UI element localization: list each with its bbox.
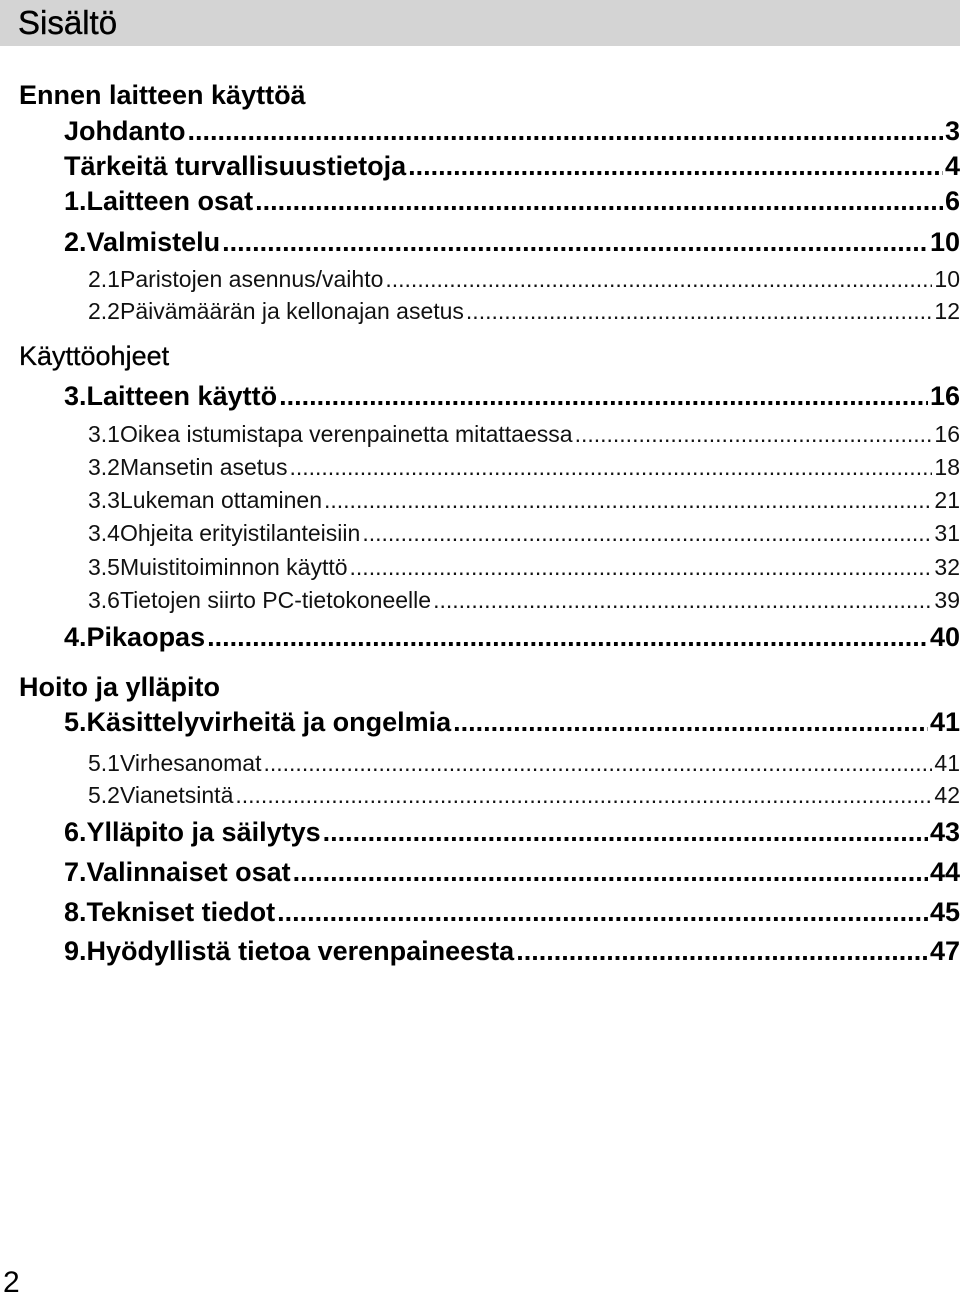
toc-entry-page: 41: [934, 750, 960, 776]
toc-entry-5-1[interactable]: [88, 750, 960, 777]
toc-entry-number: 3.5: [88, 554, 120, 580]
toc-entry-johdanto[interactable]: [64, 116, 960, 147]
toc-entry-page: 32: [934, 554, 960, 580]
toc-entry-title: Laitteen osat: [86, 186, 254, 216]
leader-dots: [350, 554, 933, 581]
toc-entry-page: 10: [929, 227, 960, 257]
page-number: 2: [3, 1266, 20, 1299]
toc-entry-page: 40: [929, 622, 960, 652]
toc-entry-number: 3.: [64, 381, 87, 411]
toc-entry-number: 5.: [64, 707, 87, 737]
toc-entry-3-4[interactable]: [88, 520, 960, 547]
toc-entry-page: 47: [929, 936, 960, 966]
toc-entry-number: 5.2: [88, 782, 120, 808]
toc-entry-page: 4: [944, 151, 960, 181]
toc-entry-title: Tärkeitä turvallisuustietoja: [64, 151, 407, 181]
toc-entry-page: 39: [934, 587, 960, 613]
toc-entry-3[interactable]: [64, 381, 960, 412]
leader-dots: [289, 454, 932, 481]
toc-entry-page: 42: [934, 782, 960, 808]
leader-dots: [433, 587, 932, 614]
toc-entry-title: Tekniset tiedot: [86, 897, 276, 927]
toc-entry-title: Vianetsintä: [119, 782, 234, 808]
toc-entry-number: 2.1: [88, 266, 120, 292]
toc-entry-title: Ylläpito ja säilytys: [86, 817, 321, 847]
toc-entry-page: 6: [944, 186, 960, 216]
leader-dots: [466, 298, 932, 325]
toc-entry-page: 16: [929, 381, 960, 411]
toc-entry-2-1[interactable]: [88, 266, 960, 293]
toc-entry-title: Paristojen asennus/vaihto: [119, 266, 384, 292]
toc-entry-title: Päivämäärän ja kellonajan asetus: [119, 298, 464, 324]
leader-dots: [385, 266, 932, 293]
toc-entry-9[interactable]: [64, 936, 960, 967]
toc-entry-page: 21: [934, 487, 960, 513]
toc-entry-page: 41: [929, 707, 960, 737]
toc-entry-number: 5.1: [88, 750, 120, 776]
toc-entry-title: Lukeman ottaminen: [119, 487, 322, 513]
toc-entry-number: 3.4: [88, 520, 120, 546]
toc-entry-number: 1.: [64, 186, 87, 216]
leader-dots: [453, 707, 928, 738]
leader-dots: [324, 487, 932, 514]
toc-entry-title: Laitteen käyttö: [86, 381, 278, 411]
toc-entry-title: Virhesanomat: [119, 750, 262, 776]
leader-dots: [235, 782, 932, 809]
toc-entry-title: Käsittelyvirheitä ja ongelmia: [86, 707, 452, 737]
toc-entry-title: Hyödyllistä tietoa verenpaineesta: [86, 936, 515, 966]
toc-entry-4[interactable]: [64, 622, 960, 653]
toc-entry-number: 3.3: [88, 487, 120, 513]
toc-entry-2[interactable]: [64, 227, 960, 258]
leader-dots: [516, 936, 928, 967]
leader-dots: [188, 116, 943, 147]
toc-entry-page: 18: [934, 454, 960, 480]
toc-entry-title: Valmistelu: [86, 227, 221, 257]
leader-dots: [323, 817, 928, 848]
toc-entry-3-2[interactable]: [88, 454, 960, 481]
leader-dots: [222, 227, 928, 258]
toc-entry-number: 3.1: [88, 421, 120, 447]
toc-entry-page: 44: [929, 857, 960, 887]
leader-dots: [207, 622, 928, 653]
toc-entry-1[interactable]: [64, 186, 960, 217]
leader-dots: [279, 381, 928, 412]
toc-entry-number: 6.: [64, 817, 87, 847]
leader-dots: [408, 151, 943, 182]
section-heading-before-use: Ennen laitteen käyttöä: [19, 80, 306, 110]
toc-entry-number: 9.: [64, 936, 87, 966]
leader-dots: [255, 186, 943, 217]
toc-entry-title: Pikaopas: [86, 622, 206, 652]
toc-entry-page: 45: [929, 897, 960, 927]
toc-entry-page: 12: [934, 298, 960, 324]
toc-entry-number: 2.: [64, 227, 87, 257]
toc-entry-number: 3.6: [88, 587, 120, 613]
leader-dots: [263, 750, 932, 777]
section-heading-maintenance: Hoito ja ylläpito: [19, 672, 221, 702]
toc-entry-7[interactable]: [64, 857, 960, 888]
toc-entry-3-5[interactable]: [88, 554, 960, 581]
toc-entry-title: Ohjeita erityistilanteisiin: [119, 520, 361, 546]
toc-entry-number: 2.2: [88, 298, 120, 324]
toc-entry-page: 31: [934, 520, 960, 546]
leader-dots: [362, 520, 932, 547]
toc-entry-5[interactable]: [64, 707, 960, 738]
page-title: Sisältö: [0, 0, 960, 46]
toc-entry-page: 10: [934, 266, 960, 292]
toc-entry-number: 8.: [64, 897, 87, 927]
toc-entry-3-6[interactable]: [88, 587, 960, 614]
toc-entry-8[interactable]: [64, 897, 960, 928]
toc-entry-page: 3: [944, 116, 960, 146]
toc-entry-3-3[interactable]: [88, 487, 960, 514]
toc-entry-page: 43: [929, 817, 960, 847]
toc-entry-number: 4.: [64, 622, 87, 652]
toc-entry-2-2[interactable]: [88, 298, 960, 325]
toc-entry-title: Mansetin asetus: [119, 454, 288, 480]
toc-entry-number: 3.2: [88, 454, 120, 480]
toc-entry-title: Johdanto: [64, 116, 186, 146]
toc-entry-page: 16: [934, 421, 960, 447]
toc-entry-6[interactable]: [64, 817, 960, 848]
toc-entry-title: Valinnaiset osat: [86, 857, 291, 887]
leader-dots: [293, 857, 928, 888]
toc-entry-5-2[interactable]: [88, 782, 960, 809]
section-heading-instructions: Käyttöohjeet: [19, 341, 170, 371]
toc-entry-title: Muistitoiminnon käyttö: [119, 554, 348, 580]
leader-dots: [575, 421, 933, 448]
toc-entry-title: Tietojen siirto PC-tietokoneelle: [119, 587, 432, 613]
toc-entry-3-1[interactable]: [88, 421, 960, 448]
toc-entry-title: Oikea istumistapa verenpainetta mitattaessa: [119, 421, 573, 447]
leader-dots: [277, 897, 928, 928]
toc-entry-safety[interactable]: [64, 151, 960, 182]
toc-entry-number: 7.: [64, 857, 87, 887]
